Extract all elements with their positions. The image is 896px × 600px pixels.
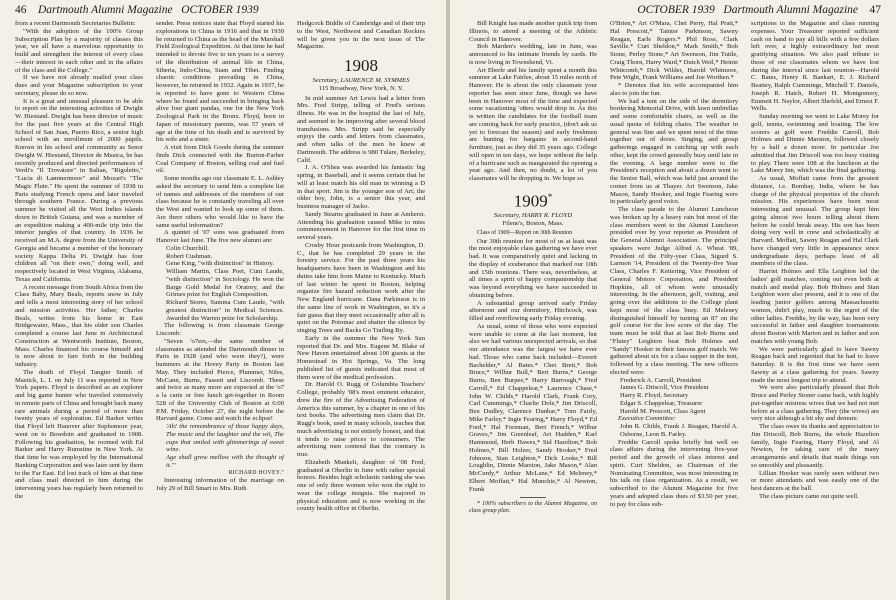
graduate-name: Richard Stores, Summa Cum Laude, "with greatest distinction" in Medical Sciences. Awarded the Warren prize for Scholarship.	[166, 299, 284, 322]
officer-line: Frederick A. Carroll, President	[620, 376, 702, 384]
class-year-heading	[469, 188, 597, 211]
paragraph: As usual, Moffatt came from the greatest distance, i.e. Bombay, India, where he has charge of the physical properties of the church mission. His experiences have been most interesting and unusual. The group kept him going almost two hours telling about them before he could break away. His son has been doing very well in crew and scholastically at Harvard. Moffatt, Sawny Reagan and Hal Clark have changed very little in appearance since undergraduate days, perhaps least of all members of the class.	[751, 175, 879, 268]
page-number: 46	[15, 4, 27, 16]
class-secretary: Secretary, HARRY R. FLOYD	[493, 212, 573, 220]
paragraph: J. A. O'Shea was awarded his fantastic big spring, in Baseball, and it seems certain that he will at least match his old man in winning a D in that sport. Jim is the younger son of Art; the older boy, John, is a senior this year, and business manager of Jacko.	[297, 164, 425, 210]
paragraph: from a recent Dartmouth Secretaries Bulletin:	[15, 20, 136, 27]
paragraph: Harriet Holmes and Ella Leighton led the ladies' golf matches, coming out even both at match and medal play. Bob Holmes and Stan Leighton were also present, and it is one of the leading junior golfers among Massachusetts women, didn't play, much to the regret of the other ladies. Freddie, by the way, has been very successful in father and daughter tournaments about Boston with Marion and in father and son matches with young Bob.	[751, 268, 879, 345]
page-number: 47	[869, 4, 881, 16]
officer-line: Harold M. Prescott, Class Agent	[620, 407, 706, 415]
paragraph: Bob Marden's wedding, late in June, was announced to his intimate friends by cards. He is now living in Townshend, Vt.	[469, 43, 597, 66]
running-title: Dartmouth Alumni Magazine	[723, 4, 858, 16]
paragraph: A recent message from South Africa from the Class Baby, Mary Beals, reports snow in July and tells a most interesting story of her school and mission activities. Her father, Charles Beals, writes from his home in East Bridgewater, Mass., that his older son Charles completed a course last June in Architectural Construction at Wentworth Institute, Boston, Mass. Charles financed his course himself and is now about to fare forth in the building industry.	[15, 283, 143, 368]
left-column-3	[297, 20, 425, 596]
paragraph: Sunday morning we went to Lake Morey for golf, tennis, swimming and boating. The low scorers at golf were Freddie Carroll, Bob Holmes and Dinnie Marston, followed closely by a half a dozen more. In particular Joe admitted that Jim Driscoll was too busy visiting to play. There were 108 at the luncheon at the Lake Morey Inn, which was the final gathering.	[751, 113, 879, 175]
paragraph: Some months ago our classmate E. L. Ashley asked the secretary to send him a complete list of names and addresses of the members of our class because he is constantly traveling all over the West and wanted to look up some of them. Are there others who would like to have the same useful information?	[156, 175, 284, 229]
paragraph: O'Brien,* Art O'Mara, Chet Perry, Hal Pratt,* Hal Prescott,* Tainter Parkinson, Sawny Reagan, Earle Rogers.* Phil Rose, Clark Saville.* Curt Sheldon,* Mark Smith,* Bob Stone, Perley Stone,* Art Swenson, Jim Tuttle, Craig Thorn, Harry Ward,* Dutch Weil,* Heinie Whitcomb,* Dick Wilder, Harold Whitmore, Pete Wight, Frank Williams and Joe Worthen.*	[610, 20, 738, 82]
issue-month: OCTOBER 1939	[181, 4, 259, 16]
paragraph: Our 30th reunion for most of us at least was the most enjoyable class gathering we have ever had. It was comparatively quiet and lacking in the display of exuberance that marked our 10th and 15th reunions. There was, nevertheless, at all times a spirit of happy companionship that was beyond everything we have succeeded in obtaining before.	[469, 237, 597, 299]
officer-line: Edgar S. Chappelear, Treasurer	[620, 399, 703, 407]
paragraph: * Denotes that his wife accompanied him also to join the fun.	[610, 82, 738, 97]
paragraph: Dr. Harold O. Rugg of Columbia Teachers' College, probably '08's most eminent educator, drew the fire of the Advertising Federation of America this summer, by a chapter in one of his text books. The advertising men claim that Dr. Rugg's book, used in many schools, teaches that much advertising is not entirely honest, and that it tends to raise prices to consumers. The advertising men contend that the contrary is true.	[297, 381, 425, 458]
paragraph: As usual, some of those who were expected were unable to come at the last moment, but also we had various unexpected arrivals, so that our attendance was the largest we have ever had. Those who came back included—Everett Bachelder,* Al Bates.* Chet Brett,* Bob Bruce,* Wilbur Bull,* Bert Burns,* George Burns, Ben Burpee,* Harry Burrough,* Fred Carroll,* Ed Chappelear,* Laurence Chase,* John W. Childs,* Harold Clark, Frank Cory, Carl Cummings,* Charlie Dole,* Jim Driscoll, Ben Dudley, Clarence Dunbar,* Tom Fairly, Mike Farley,* Ingie Fearing,* Harry Floyd,* Ed Ford,* Hal Foreman, Bert French,* Wilbur Graves,* Jim Greenleaf, Art Hadden,* Karl Hammond, Herb Hawes,* Sid Hazelton,* Bob Holmes,* Bill Holzer, Sandy Hooker,* Fred Johnson, Stan Leighton,* Dick Looke,* Bill Loughlin, Dinnie Marston, Jake Mason,* Alan McCurdy,* Arthur McLane,* Ed Meleney,* Elbert Moffatt,* Hal Munchie,* Al Newton, Frank	[469, 322, 597, 493]
footnote: * 100% subscribers to the Alumni Magazine, on class group plan.	[469, 501, 597, 515]
graduate-name: William Martin, Class Poet, Cum Laude, "with distinction" in Sociology. He won the Barge Gold Medal for Oratory, and the Grimes prize for English Composition.	[166, 268, 284, 299]
paragraph: If we have not already mailed your class dues and your Magazine subscription to your secretary, please do so now.	[15, 74, 143, 97]
running-title: Dartmouth Alumni Magazine	[38, 4, 173, 16]
left-page-header	[15, 4, 259, 16]
paragraph: Lillian Hooker was rarely seen without two or more attendants and was easily one of the best dancers at the ball.	[751, 469, 879, 492]
paragraph: We were also particularly pleased that Bob Bruce and Perley Stoner came back, with highly put-together mistress wives that we had not met before at a class gathering. They (the wives) are very nice although a bit shy and demure.	[751, 384, 879, 423]
class-year: 1909	[513, 191, 548, 211]
paragraph: We had a tent on the side of the dormitory bordering Memorial Drive, with lawn umbrellas and some comfortable chairs, as well as the usual quota of folding chairs. The weather in general was fine and we spent most of the time together out of doors. Singing, and group gatherings engaged in catching up with each other, kept the crowd generally busy until late in the evening. A large number went to the President's reception and about a dozen went to the Senior Ball, which was held just around the corner from us at Thayer. Art Swenson, Jake Mason, Sandy Hooker, and Ingie Fearing were in particularly good voice.	[610, 97, 738, 206]
verse-line: Age shall grow mellow with the thought of it.'"	[166, 454, 284, 469]
right-page-header	[637, 4, 881, 16]
officer-line: Harry R. Floyd, Secretary	[620, 392, 689, 399]
officer-line: James G. Driscoll, Vice President	[620, 384, 709, 392]
issue-month: OCTOBER 1939	[637, 4, 715, 16]
paragraph: "Seven 'o7ers,—the same number of classmates as attended the Dartmouth dinner in Paris in 1928 (and who were they?), were hummers at the Hovey Party in Boston last May. They included Pierce, Plummer, Niles, McCann, Burns, Fassett and Liscomb. These and twice as many more are expected at the 'o7 a la carte or free lunch get-together in Room 528 of the University Club of Boston at 6:00 P.M. Friday, October 27, the night before the Harvard game. Come and watch the eclipse!	[156, 337, 284, 423]
committee-members: John R. Childs, Frank J. Reagan, Harold A. Osborne, Leon B. Farley.	[620, 423, 738, 438]
right-column-2	[610, 20, 738, 596]
paragraph: Early in the summer the New York Sun reported that Dr. and Mrs. Eugene M. Blake of New Haven entertained about 100 guests at the Homestead in Hot Springs, Va. The long published list of guests indicated that most of them were of the medical profession.	[297, 334, 425, 381]
right-column-1	[469, 20, 597, 596]
paragraph: Crosby Hour postcards from Washington, D. C., that he has completed 29 years in the forestry service. For the past three years his headquarters have been in Washington and his duties take him from Maine to Kentucky. Much of last winter he spent in Boston, helping organize fire hazard reduction work after the New England hurricane. Dana Parkinson is in the same line of work in Washington, so it's a fair guess that they meet occasionally after all is quiet on the Potomac and shatter the silence by singing Trees and Backs Go Trailing By.	[297, 241, 425, 334]
paragraph: Hedgcock Biddle of Cambridge and of their trip to the West, Northwest and Canadian Rockies will be given you in the next issue of The Magazine.	[297, 20, 425, 51]
paragraph: Sandy Stearns graduated in June at Amherst. Attending his graduation caused Mike to miss commencement in Hanover for the first time in several years.	[297, 210, 425, 241]
secretary-address: Filene's, Boston, Mass.	[502, 220, 564, 228]
left-column-1	[15, 20, 143, 596]
paragraph: In mid summer Art Lewis had a letter from Mrs. Fred Stripp, telling of Fred's serious illness. He was in the hospital the last of July, and seemed to be improving after several blood transfusions. Mrs. Stripp said he especially enjoys the cards and letters from classmates, and often talks of the men he knew at Dartmouth. The address is 980 Tulare, Berkeley, Calif.	[297, 94, 425, 164]
verse-line: 'Ah! the remembrance of those happy days, The music and the laughter and the wit, The cups that smiled with glimmerings of sweet wine.	[166, 423, 284, 454]
right-column-3	[751, 20, 879, 596]
committee-heading: Executive Committee:	[618, 415, 677, 423]
paragraph: Art Eberle and his family spent a month this summer at Lake Fairlee, about 15 miles north of Hanover. He is about the only classmate your reporter has seen since June, though we have been in Hanover most of the time and expected some vacationing 'o8ers would drop in. As this is written the candidates for the football team are coming back for early practice, (don't ask us yet to forecast the season) and early freshmen are hunting for bargains in second-hand furniture, just as they did 35 years ago. College will open in ten days, we hope without the help of a hurricane such as inaugurated the opening a year ago. And then, no doubt, a lot of you classmates will be dropping in. We hope so.	[469, 66, 597, 182]
paragraph: The following is from classmate George Liscomb:	[156, 322, 284, 337]
paragraph: scriptions to the Magazine and class running expenses. Your Treasurer reported sufficient cash on hand to pay all bills with a few dollars left over, a highly extraordinary but most gratifying situation. We also paid tribute to those of our classmates whom we have lost during the interval since last reunion—Harold C. Bates, Henry R. Bankart, E. J. Richard Beattey, Ralph Cummings, Mitchell T. Daniels, Joseph R. Hatch, Robert H. Montgomery, Emmett H. Naylor, Albert Shefeld, and Ernest F. Wells.	[751, 20, 879, 113]
paragraph: Freddie Carroll spoke briefly but well on class affairs during the intervening five-year period and the growth of class interest and spirit. Curt Sheldon, as Chairman of the Nominating Committee, was most interesting in his talk on class organization. As a result, we subscribed to the Alumni Magazine for five years and adopted class dues of $3.50 per year, to pay for class sub-	[610, 438, 738, 508]
paragraph: "With the adoption of the 100% Group Subscription Plan by a majority of classes this year, we all have a marvelous opportunity to build and strengthen the interest of every class—their interest in each other and in the affairs of the class and the College."	[15, 27, 143, 74]
paragraph: Elizabeth Munkelt, daughter of '08 Fred, graduated at Oberlin in June with rather special honors. Besides high scholastic ranking she was one of only three women who won the right to wear the college insignia. She majored in physical education and is now working in the county health office in Oberlin.	[297, 458, 425, 513]
paragraph: The class picture came out quite well.	[759, 492, 859, 500]
paragraph: The death of Floyd Tangier Smith of Mastick, L. I. on July 11 was reported in New York papers. Floyd is described as an explorer and big game hunter who traveled extensively in remote parts of China and brought back many rare animals during a period of more than twenty years of exploration. Ed Barker writes that Floyd left Hanover after Sophomore year, went on to Bowdoin and graduated in 1908. Following his graduation, he roomed with Ed Barker and Harry Rumstine in New York. At that time he was employed by the International Banking Corporation and was later sent by them to the Far East. Ed lost track of him at that time and class mail directed to him during the intervening years has regularly been returned to the	[15, 368, 143, 500]
graduate-name: Robert Cushman.	[166, 252, 213, 260]
class-year-heading: 1908	[344, 56, 378, 75]
paragraph: A quintet of '07 sons was graduated from Hanover last June. The five new alumni are:	[156, 229, 284, 244]
footnote-rule	[520, 497, 546, 498]
paragraph: Interesting information of the marriage on July 29 of Bill Smart to Mrs. Ruth	[156, 477, 284, 492]
paragraph: A substantial group arrived early Friday afternoon and our dormitory, Hitchcock, was filled and overflowing early Friday evening.	[469, 299, 597, 323]
left-column-2	[156, 20, 284, 596]
graduate-name: Gene King, "with distinction" in History.	[166, 260, 275, 268]
left-page	[0, 0, 446, 600]
secretary-address: 115 Broadway, New York, N. Y.	[318, 84, 404, 92]
right-page	[450, 0, 896, 600]
paragraph: sender. Press notices state that Floyd started his explorations in China in 1916 and that in 1930 he returned to China as the head of the Marshall Field Zoological Expedition. At that time he had intended to devote five to ten years to a survey of the distribution of animal life in China, Siberia, Indo-China, Siam and Tibet. Finding chaotic conditions prevailing in China, however, he returned in 1932. Again in 1937, he is reported to have gone to Western China where he found and succeeded in bringing back alive four giant pandas, one for the New York Zoological Park in the Bronx. Floyd, born in Japan of missionary parents, was 57 years of age at the time of his death and is survived by his wife and a sister.	[156, 20, 284, 144]
paragraph: The class parade to the Alumni Luncheon was broken up by a heavy rain but most of the class members went to the Alumni Luncheon presided over by your reporter as President of the General Alumni Association. The principal speakers were Judge Alfred A. Wheat '89, President of the Fifty-year Class, Sigurd S. Larmon '14, President of the Twenty-five Year Class, Charles F. Kettering, Vice President of General Motors Corporation, and President Hopkins, all of whom were unusually interesting. In the afternoon, golf, visiting, and going over the additions to the College plant kept most of the class busy. Ed Meleney distinguished himself by turning an 87 on the golf course for the low score of the day. The team must be told that at last Bob Burns and "Flutey" Leighton beat Bob Holmes and "Sandy" Hooker in their famous golf match. We gathered about six for a class supper in the tent, followed by a class meeting. The new officers elected were:	[610, 206, 738, 376]
subscriber-asterisk: *	[547, 191, 553, 202]
paragraph: A visit from Dick Goode during the summer finds Dick connected with the Burton-Farber Coal Company of Boston, selling coal and fuel oil.	[156, 144, 284, 175]
paragraph: Bill Knight has made another quick trip from Illinois, to attend a meeting of the Athletic Council in Hanover.	[469, 20, 597, 43]
verse-attribution: RICHARD HOVEY."	[228, 469, 284, 476]
paragraph: The class owes its thanks and appreciation to Jim Driscoll, Bob Burns, the whole Hazelton family, Ingie Fearing, Harry Floyd, and Al Newton, for taking care of the many arrangements and details that made things run so smoothly and pleasantly.	[751, 423, 879, 469]
report-lead: Class of 1909—Report on 30th Reunion	[477, 229, 573, 236]
graduate-name: Colin Churchill.	[166, 244, 209, 252]
class-secretary: Secretary, LAURENCE M. SYMMES	[312, 77, 410, 84]
paragraph: It is a great and unusual pleasure to be able to report on the interesting activities of Dwight W. Hiestand. Dwight has been director of music for the past five years at the Central High School of San Juan, Puerto Rico, a senior high school with an enrollment of 2000 pupils. Known in his school and community as Senor Dwight W. Hiestand, Director de Musica, he has recently produced and directed performances of Verdi's "Il Trovatore" in Italian, "Rigoletto," "Lucia di Lammermoor" and Mozart's "The Magic Flute." He spent the summer of 1938 in Paris studying French opera and later traveled through southern France. During a previous summer he visited all the West Indies islands down to British Guiana, and was a member of an expedition making a 400-mile trip into the interior jungles of that country. In 1936 he received an M.A. degree from the University of Georgia and became a member of the honorary society Kappa Delta Pi. Dwight has four children all "on their own," doing well, and respectively located in West Virginia, Alabama, Texas and California.	[15, 97, 143, 283]
paragraph: We were particularly glad to have Sawny Reagan back and regretted that he had to leave Saturday. It is the first time we have seen Sawny at a class gathering for years. Sawny made the most longest trip to attend.	[751, 345, 879, 384]
